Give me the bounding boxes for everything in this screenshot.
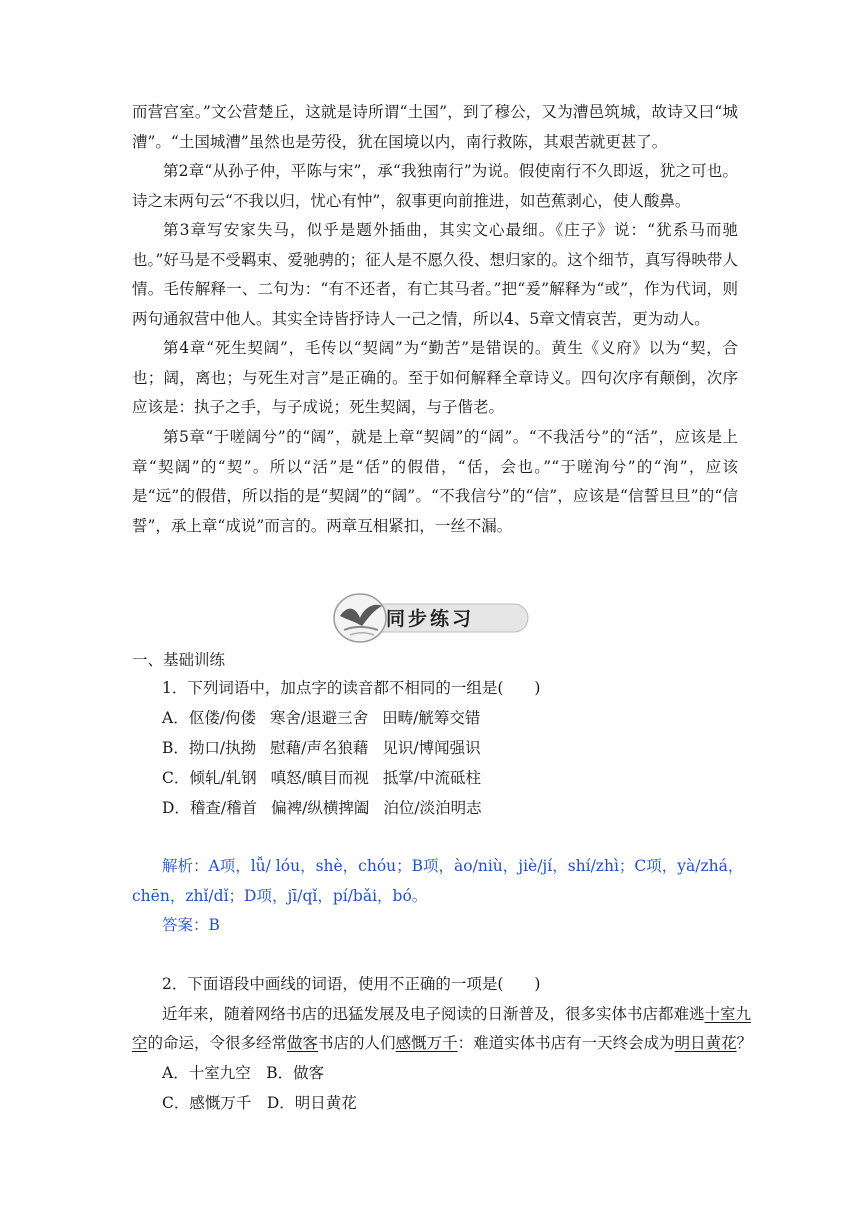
banner-title: 同步练习 <box>386 608 475 630</box>
paragraph-4: 第4章“死生契阔”，毛传以“契阔”为“勤苦”是错误的。黄生《义府》以为“契，合也；阔，离也；与死生对言”是正确的。至于如何解释全章诗义。四句次序有颠倒，次序应该是：执子之手，与子成说；死生契阔，与子偕老。 <box>132 339 738 416</box>
option-a-group-2: 寒舍/退避三舍 <box>269 709 369 727</box>
underlined-term-1-cont: 空 <box>132 1034 148 1052</box>
option-b-group-2: 慰藉/声名狼藉 <box>270 739 369 757</box>
option-c-group-1: C．倾轧/轧钢 <box>162 769 257 787</box>
underlined-term-3: 感慨万千 <box>395 1034 458 1052</box>
underlined-term-1: 十室九 <box>704 1005 752 1023</box>
option-b-group-1: B．拗口/执拗 <box>162 739 257 757</box>
question-2-passage-line-2 <box>132 1029 752 1059</box>
section-heading: 一、基础训练 <box>132 651 226 669</box>
question-1-stem: 1．下列词语中，加点字的读音都不相同的一组是( ) <box>162 679 541 697</box>
analysis-text-1: A项，lǚ/ lóu，shè，chóu；B项，ào/niù，jiè/jí，shí/zhì；C项，yà/zhá， <box>208 857 744 875</box>
underlined-term-2: 做客 <box>287 1034 319 1052</box>
option-d-group-1: D．稽查/稽首 <box>162 799 258 817</box>
option-c-group-2: 嗔怒/瞋目而视 <box>270 769 369 787</box>
question-1-answer <box>162 911 220 941</box>
underlined-term-4: 明日黄花 <box>674 1034 737 1052</box>
question-1-option-a <box>162 704 480 734</box>
question-2-options-2: C．感慨万千 D．明日黄花 <box>162 1094 357 1112</box>
option-b-group-3: 见识/博闻强识 <box>382 739 481 757</box>
question-1-analysis <box>162 852 743 882</box>
paragraph-2: 第2章“从孙子仲，平陈与宋”，承“我独南行”为说。假使南行不久即返，犹之可也。诗之末两句云“不我以归，忧心有忡”，叙事更向前推进，如芭蕉剥心，使人酸鼻。 <box>132 162 738 210</box>
paragraph-5: 第5章“于嗟阔兮”的“阔”，就是上章“契阔”的“阔”。“不我活兮”的“活”，应该是上章“契阔”的“契”。所以“活”是“佸”的假借，“佸，会也。”“于嗟洵兮”的“洵”，应该是“远”的假借，所以指的是“契阔”的“阔”。“不我信兮”的“信”，应该是“信誓旦旦”的“信誓”，承上章“成说”而言的。两章互相紧扣，一丝不漏。 <box>132 428 738 535</box>
question-2-options-1: A．十室九空 B．做客 <box>162 1064 325 1082</box>
paragraph-1: 而营宫室。”文公营楚丘，这就是诗所谓“土国”，到了穆公，又为漕邑筑城，故诗又曰“城漕”。“土国城漕”虽然也是劳役，犹在国境以内，南行救陈，其艰苦就更甚了。 <box>132 103 738 151</box>
answer-label: 答案： <box>162 916 209 934</box>
option-d-group-2: 偏裨/纵横捭阖 <box>271 799 370 817</box>
passage-text-a: 近年来，随着网络书店的迅猛发展及电子阅读的日渐普及，很多实体书店都难逃 <box>162 1005 705 1023</box>
passage-text-b: 的命运，令很多经常 <box>147 1034 288 1052</box>
analysis-label: 解析： <box>162 857 209 875</box>
passage-text-d: ：难道实体书店有一天终会成为 <box>457 1034 675 1052</box>
question-2-stem: 2．下面语段中画线的词语，使用不正确的一项是( ) <box>162 975 541 993</box>
option-d-group-3: 泊位/淡泊明志 <box>383 799 482 817</box>
passage-text-c: 书店的人们 <box>318 1034 396 1052</box>
option-a-group-3: 田畴/觥筹交错 <box>382 709 481 727</box>
question-1-option-b <box>162 734 481 764</box>
option-c-group-3: 抵掌/中流砥柱 <box>382 769 482 787</box>
question-2-passage-line-1 <box>162 1000 751 1030</box>
passage-text-e: ？ <box>736 1034 753 1052</box>
option-a-group-1: A．伛偻/佝偻 <box>162 709 256 727</box>
question-1-analysis-cont: chēn，zhǐ/dǐ；D项，jī/qǐ，pí/bǎi，bó。 <box>132 887 428 905</box>
paragraph-3: 第3章写安家失马，似乎是题外插曲，其实文心最细。《庄子》说：“犹系马而驰也。”好马是不受羁束、爱驰骋的；征人是不愿久役、想归家的。这个细节，真写得映带人情。毛传解释一、二句为：“有不还者，有亡其马者。”把“爰”解释为“或”，作为代词，则两句通叙营中他人。其实全诗皆抒诗人一己之情，所以4、5章文情哀苦，更为动人。 <box>132 221 738 328</box>
question-1-option-c <box>162 764 481 794</box>
question-1-option-d <box>162 794 482 824</box>
answer-value: B <box>208 916 220 934</box>
